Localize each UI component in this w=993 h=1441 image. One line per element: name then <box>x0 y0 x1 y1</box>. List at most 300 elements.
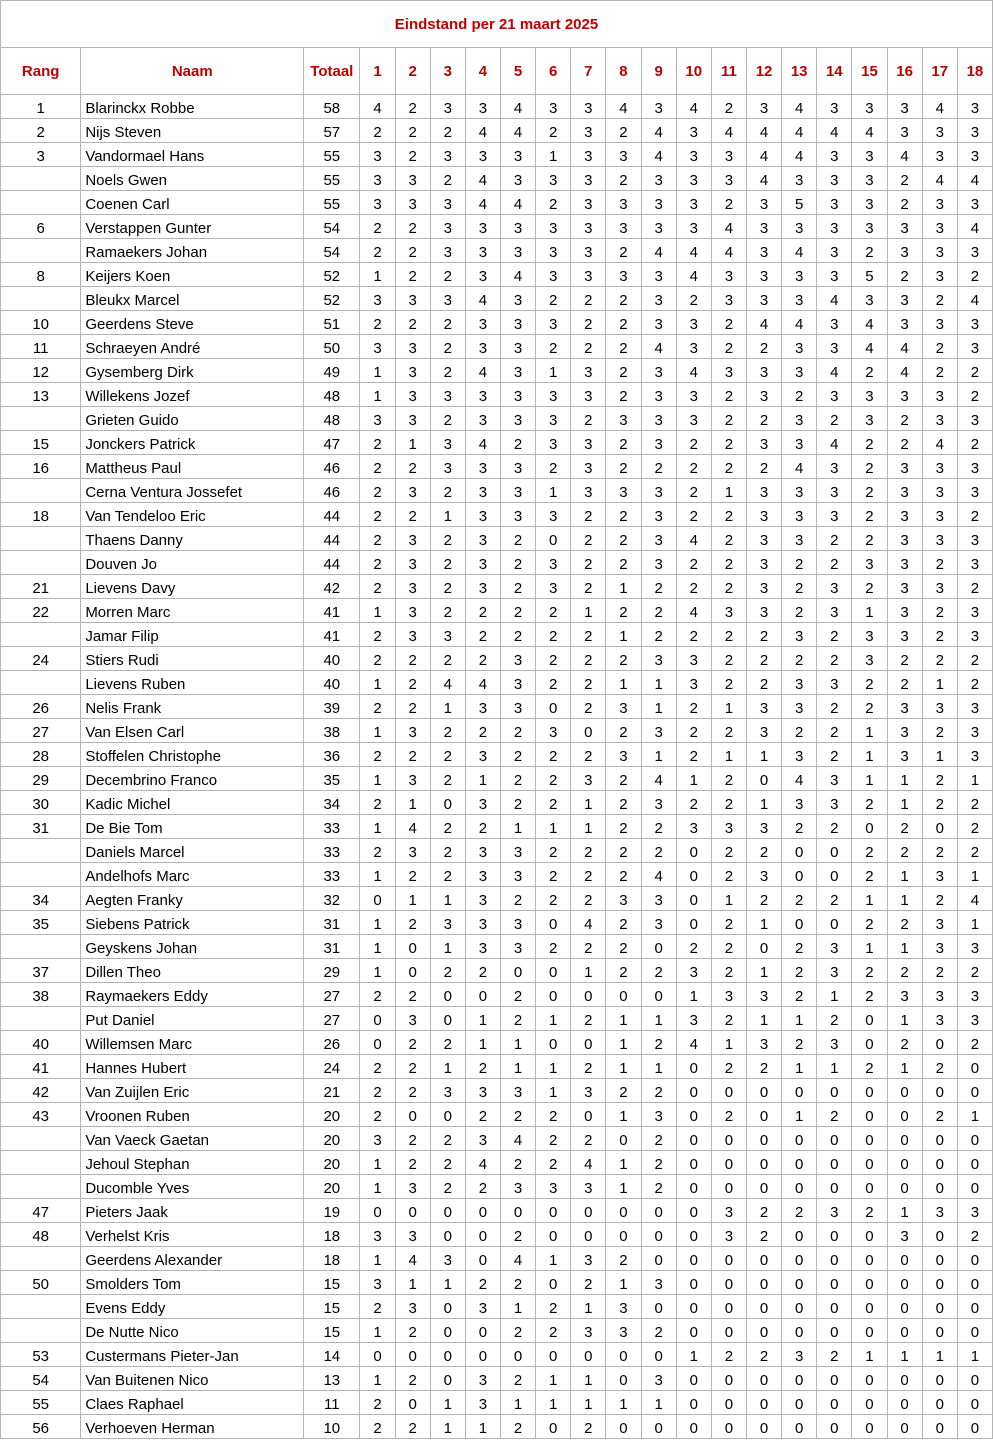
score-cell: 2 <box>536 791 571 815</box>
score-cell: 4 <box>746 311 781 335</box>
score-cell: 3 <box>711 167 746 191</box>
score-cell: 0 <box>676 1151 711 1175</box>
score-cell: 0 <box>641 935 676 959</box>
rang-cell: 11 <box>1 335 81 359</box>
score-cell: 0 <box>782 1391 817 1415</box>
score-cell: 0 <box>922 1223 957 1247</box>
score-cell: 2 <box>676 623 711 647</box>
rang-cell <box>1 239 81 263</box>
score-cell: 1 <box>360 1175 395 1199</box>
score-cell: 3 <box>395 575 430 599</box>
score-cell: 0 <box>641 1415 676 1439</box>
score-cell: 3 <box>360 1223 395 1247</box>
rang-cell: 29 <box>1 767 81 791</box>
score-cell: 2 <box>571 1127 606 1151</box>
score-cell: 3 <box>957 119 992 143</box>
score-cell: 4 <box>641 863 676 887</box>
score-cell: 1 <box>536 1007 571 1031</box>
naam-cell: Mattheus Paul <box>81 455 304 479</box>
score-cell: 0 <box>957 1319 992 1343</box>
rang-cell: 48 <box>1 1223 81 1247</box>
score-cell: 3 <box>430 431 465 455</box>
score-cell: 3 <box>887 695 922 719</box>
score-cell: 3 <box>711 143 746 167</box>
table-row <box>1 1199 993 1223</box>
score-cell: 3 <box>957 479 992 503</box>
score-cell: 0 <box>746 1151 781 1175</box>
score-cell: 3 <box>957 455 992 479</box>
score-cell: 1 <box>641 695 676 719</box>
score-cell: 2 <box>360 239 395 263</box>
rang-cell <box>1 1319 81 1343</box>
score-cell: 0 <box>606 1199 641 1223</box>
score-cell: 3 <box>676 407 711 431</box>
score-cell: 4 <box>676 263 711 287</box>
score-cell: 1 <box>887 791 922 815</box>
column-header-round: 4 <box>465 48 500 95</box>
rang-cell: 28 <box>1 743 81 767</box>
score-cell: 3 <box>571 239 606 263</box>
score-cell: 2 <box>360 983 395 1007</box>
rang-cell <box>1 167 81 191</box>
table-row <box>1 95 993 119</box>
score-cell: 0 <box>536 1343 571 1367</box>
table-row <box>1 743 993 767</box>
totaal-cell: 18 <box>304 1247 360 1271</box>
score-cell: 2 <box>852 1199 887 1223</box>
score-cell: 3 <box>782 431 817 455</box>
score-cell: 2 <box>606 119 641 143</box>
score-cell: 2 <box>606 815 641 839</box>
score-cell: 4 <box>465 431 500 455</box>
score-cell: 3 <box>817 383 852 407</box>
totaal-cell: 19 <box>304 1199 360 1223</box>
score-cell: 2 <box>536 1295 571 1319</box>
score-cell: 0 <box>571 719 606 743</box>
score-cell: 4 <box>676 95 711 119</box>
score-cell: 4 <box>641 239 676 263</box>
naam-cell: Geerdens Steve <box>81 311 304 335</box>
score-cell: 3 <box>500 503 535 527</box>
table-row <box>1 287 993 311</box>
score-cell: 2 <box>395 1055 430 1079</box>
score-cell: 1 <box>500 1295 535 1319</box>
score-cell: 3 <box>887 455 922 479</box>
score-cell: 4 <box>957 287 992 311</box>
score-cell: 2 <box>430 743 465 767</box>
score-cell: 3 <box>782 263 817 287</box>
score-cell: 3 <box>465 839 500 863</box>
score-cell: 4 <box>465 287 500 311</box>
score-cell: 4 <box>852 311 887 335</box>
score-cell: 3 <box>360 335 395 359</box>
score-cell: 4 <box>782 311 817 335</box>
totaal-cell: 20 <box>304 1175 360 1199</box>
score-cell: 4 <box>852 335 887 359</box>
score-cell: 2 <box>922 959 957 983</box>
table-row <box>1 1247 993 1271</box>
score-cell: 2 <box>571 311 606 335</box>
score-cell: 0 <box>711 1151 746 1175</box>
table-row <box>1 1367 993 1391</box>
score-cell: 0 <box>957 1415 992 1439</box>
score-cell: 1 <box>746 959 781 983</box>
table-row <box>1 551 993 575</box>
score-cell: 3 <box>430 911 465 935</box>
score-cell: 3 <box>957 311 992 335</box>
score-cell: 4 <box>957 887 992 911</box>
score-cell: 0 <box>571 1199 606 1223</box>
score-cell: 2 <box>606 551 641 575</box>
score-cell: 2 <box>571 1271 606 1295</box>
score-cell: 0 <box>571 1343 606 1367</box>
score-cell: 2 <box>922 335 957 359</box>
score-cell: 4 <box>676 359 711 383</box>
score-cell: 2 <box>887 839 922 863</box>
score-cell: 1 <box>360 671 395 695</box>
score-cell: 2 <box>852 455 887 479</box>
score-cell: 3 <box>641 1367 676 1391</box>
score-cell: 2 <box>922 599 957 623</box>
rang-cell: 47 <box>1 1199 81 1223</box>
table-title: Eindstand per 21 maart 2025 <box>1 1 993 48</box>
score-cell: 0 <box>922 1079 957 1103</box>
score-cell: 3 <box>746 287 781 311</box>
score-cell: 2 <box>782 959 817 983</box>
score-cell: 1 <box>500 1031 535 1055</box>
score-cell: 0 <box>395 1103 430 1127</box>
score-cell: 0 <box>676 1295 711 1319</box>
score-cell: 3 <box>536 383 571 407</box>
score-cell: 0 <box>887 1247 922 1271</box>
score-cell: 3 <box>500 359 535 383</box>
score-cell: 2 <box>852 863 887 887</box>
score-cell: 3 <box>395 1175 430 1199</box>
table-row <box>1 479 993 503</box>
table-row <box>1 1079 993 1103</box>
totaal-cell: 27 <box>304 1007 360 1031</box>
score-cell: 2 <box>465 647 500 671</box>
score-cell: 1 <box>852 743 887 767</box>
score-cell: 3 <box>922 215 957 239</box>
score-cell: 3 <box>571 143 606 167</box>
score-cell: 2 <box>606 791 641 815</box>
score-cell: 2 <box>817 647 852 671</box>
score-cell: 0 <box>852 1223 887 1247</box>
table-row <box>1 383 993 407</box>
score-cell: 2 <box>360 623 395 647</box>
score-cell: 2 <box>395 911 430 935</box>
score-cell: 2 <box>465 1055 500 1079</box>
score-cell: 3 <box>746 239 781 263</box>
score-cell: 3 <box>817 671 852 695</box>
score-cell: 0 <box>676 1079 711 1103</box>
score-cell: 3 <box>852 383 887 407</box>
score-cell: 2 <box>500 527 535 551</box>
score-cell: 3 <box>887 599 922 623</box>
table-row <box>1 143 993 167</box>
score-cell: 1 <box>571 791 606 815</box>
score-cell: 2 <box>711 407 746 431</box>
score-cell: 0 <box>852 1007 887 1031</box>
score-cell: 3 <box>500 167 535 191</box>
table-row <box>1 1295 993 1319</box>
score-cell: 1 <box>606 1055 641 1079</box>
column-header-round: 10 <box>676 48 711 95</box>
column-header-round: 1 <box>360 48 395 95</box>
score-cell: 1 <box>782 1103 817 1127</box>
score-cell: 3 <box>922 407 957 431</box>
score-cell: 3 <box>536 239 571 263</box>
score-cell: 2 <box>606 863 641 887</box>
score-cell: 1 <box>817 1055 852 1079</box>
score-cell: 2 <box>500 1103 535 1127</box>
score-cell: 1 <box>852 935 887 959</box>
score-cell: 1 <box>430 1415 465 1439</box>
score-cell: 4 <box>606 95 641 119</box>
table-row <box>1 1055 993 1079</box>
score-cell: 3 <box>536 263 571 287</box>
totaal-cell: 33 <box>304 815 360 839</box>
score-cell: 2 <box>430 719 465 743</box>
score-cell: 2 <box>641 1319 676 1343</box>
score-cell: 1 <box>360 359 395 383</box>
naam-cell: Stoffelen Christophe <box>81 743 304 767</box>
score-cell: 2 <box>711 1007 746 1031</box>
rang-cell <box>1 671 81 695</box>
score-cell: 3 <box>641 359 676 383</box>
score-cell: 3 <box>852 407 887 431</box>
score-cell: 3 <box>571 479 606 503</box>
score-cell: 3 <box>817 263 852 287</box>
score-cell: 2 <box>711 431 746 455</box>
naam-cell: Pieters Jaak <box>81 1199 304 1223</box>
score-cell: 0 <box>536 983 571 1007</box>
score-cell: 2 <box>465 719 500 743</box>
score-cell: 0 <box>817 1415 852 1439</box>
score-cell: 3 <box>606 695 641 719</box>
score-cell: 1 <box>641 671 676 695</box>
score-cell: 0 <box>852 1079 887 1103</box>
score-cell: 1 <box>360 935 395 959</box>
score-cell: 2 <box>922 1055 957 1079</box>
rang-cell: 35 <box>1 911 81 935</box>
score-cell: 2 <box>500 1367 535 1391</box>
naam-cell: Smolders Tom <box>81 1271 304 1295</box>
score-cell: 2 <box>395 95 430 119</box>
score-cell: 2 <box>887 911 922 935</box>
score-cell: 1 <box>606 1175 641 1199</box>
score-cell: 1 <box>536 1367 571 1391</box>
score-cell: 4 <box>782 143 817 167</box>
rang-cell: 50 <box>1 1271 81 1295</box>
score-cell: 0 <box>922 1031 957 1055</box>
score-cell: 3 <box>465 695 500 719</box>
score-cell: 4 <box>676 1031 711 1055</box>
score-cell: 2 <box>430 1151 465 1175</box>
score-cell: 2 <box>711 383 746 407</box>
score-cell: 3 <box>922 143 957 167</box>
score-cell: 2 <box>571 695 606 719</box>
score-cell: 3 <box>817 239 852 263</box>
score-cell: 3 <box>641 791 676 815</box>
naam-cell: Hannes Hubert <box>81 1055 304 1079</box>
score-cell: 2 <box>606 719 641 743</box>
rang-cell: 41 <box>1 1055 81 1079</box>
score-cell: 1 <box>360 263 395 287</box>
naam-cell: Decembrino Franco <box>81 767 304 791</box>
naam-cell: Lievens Davy <box>81 575 304 599</box>
score-cell: 2 <box>922 287 957 311</box>
score-cell: 3 <box>887 287 922 311</box>
score-cell: 3 <box>782 503 817 527</box>
score-cell: 2 <box>571 839 606 863</box>
score-cell: 3 <box>746 359 781 383</box>
score-cell: 0 <box>606 1415 641 1439</box>
score-cell: 0 <box>817 911 852 935</box>
score-cell: 2 <box>536 599 571 623</box>
table-row <box>1 1343 993 1367</box>
score-cell: 1 <box>500 815 535 839</box>
score-cell: 3 <box>571 767 606 791</box>
score-cell: 2 <box>711 1103 746 1127</box>
score-cell: 0 <box>465 1247 500 1271</box>
rang-cell: 2 <box>1 119 81 143</box>
score-cell: 0 <box>852 1295 887 1319</box>
score-cell: 0 <box>536 959 571 983</box>
score-cell: 0 <box>746 1319 781 1343</box>
score-cell: 0 <box>817 839 852 863</box>
score-cell: 0 <box>746 1367 781 1391</box>
score-cell: 2 <box>782 887 817 911</box>
score-cell: 3 <box>606 1319 641 1343</box>
score-cell: 3 <box>641 431 676 455</box>
score-cell: 0 <box>536 911 571 935</box>
score-cell: 0 <box>676 1199 711 1223</box>
score-cell: 3 <box>641 647 676 671</box>
score-cell: 3 <box>957 935 992 959</box>
score-cell: 2 <box>395 119 430 143</box>
column-header-round: 17 <box>922 48 957 95</box>
score-cell: 1 <box>536 143 571 167</box>
score-cell: 0 <box>430 1343 465 1367</box>
score-cell: 1 <box>852 719 887 743</box>
score-cell: 0 <box>782 1367 817 1391</box>
score-cell: 2 <box>430 263 465 287</box>
score-cell: 0 <box>395 935 430 959</box>
score-cell: 0 <box>430 1007 465 1031</box>
score-cell: 2 <box>711 719 746 743</box>
rang-cell: 15 <box>1 431 81 455</box>
score-cell: 3 <box>500 647 535 671</box>
score-cell: 0 <box>852 1127 887 1151</box>
score-cell: 3 <box>852 287 887 311</box>
score-cell: 2 <box>395 263 430 287</box>
score-cell: 1 <box>395 791 430 815</box>
score-cell: 0 <box>922 1151 957 1175</box>
score-cell: 2 <box>711 911 746 935</box>
score-cell: 3 <box>500 287 535 311</box>
score-cell: 2 <box>500 1223 535 1247</box>
score-cell: 1 <box>360 959 395 983</box>
totaal-cell: 44 <box>304 527 360 551</box>
score-cell: 2 <box>957 359 992 383</box>
score-cell: 1 <box>465 767 500 791</box>
score-cell: 3 <box>852 143 887 167</box>
score-cell: 1 <box>641 743 676 767</box>
column-header-round: 12 <box>746 48 781 95</box>
score-cell: 2 <box>817 551 852 575</box>
score-cell: 2 <box>887 407 922 431</box>
score-cell: 2 <box>360 479 395 503</box>
score-cell: 3 <box>922 119 957 143</box>
score-cell: 2 <box>430 767 465 791</box>
score-cell: 0 <box>606 1367 641 1391</box>
score-cell: 3 <box>887 1223 922 1247</box>
score-cell: 1 <box>606 1391 641 1415</box>
score-cell: 3 <box>606 263 641 287</box>
score-cell: 4 <box>500 119 535 143</box>
score-cell: 0 <box>817 1175 852 1199</box>
score-cell: 0 <box>606 1127 641 1151</box>
rang-cell: 26 <box>1 695 81 719</box>
naam-cell: Verstappen Gunter <box>81 215 304 239</box>
table-row <box>1 431 993 455</box>
score-cell: 0 <box>782 839 817 863</box>
score-cell: 3 <box>395 1223 430 1247</box>
score-cell: 1 <box>957 863 992 887</box>
score-cell: 1 <box>571 959 606 983</box>
score-cell: 2 <box>395 503 430 527</box>
score-cell: 3 <box>465 455 500 479</box>
totaal-cell: 58 <box>304 95 360 119</box>
score-cell: 3 <box>746 191 781 215</box>
score-cell: 2 <box>536 287 571 311</box>
table-row <box>1 263 993 287</box>
totaal-cell: 26 <box>304 1031 360 1055</box>
table-row <box>1 1415 993 1439</box>
score-cell: 0 <box>606 983 641 1007</box>
score-cell: 0 <box>887 1151 922 1175</box>
score-cell: 2 <box>395 311 430 335</box>
score-cell: 2 <box>465 815 500 839</box>
totaal-cell: 55 <box>304 191 360 215</box>
score-cell: 3 <box>852 191 887 215</box>
score-cell: 2 <box>887 431 922 455</box>
score-cell: 1 <box>571 1295 606 1319</box>
score-cell: 2 <box>430 1031 465 1055</box>
score-cell: 0 <box>782 1247 817 1271</box>
score-cell: 2 <box>817 407 852 431</box>
score-cell: 3 <box>922 479 957 503</box>
score-cell: 3 <box>782 695 817 719</box>
score-cell: 2 <box>711 671 746 695</box>
score-cell: 3 <box>571 119 606 143</box>
score-cell: 2 <box>606 335 641 359</box>
score-cell: 1 <box>676 767 711 791</box>
score-cell: 3 <box>922 383 957 407</box>
score-cell: 4 <box>711 239 746 263</box>
score-cell: 2 <box>606 767 641 791</box>
totaal-cell: 55 <box>304 167 360 191</box>
table-row <box>1 335 993 359</box>
score-cell: 0 <box>360 1007 395 1031</box>
score-cell: 4 <box>957 215 992 239</box>
score-cell: 3 <box>430 95 465 119</box>
score-cell: 2 <box>641 1175 676 1199</box>
score-cell: 2 <box>360 647 395 671</box>
score-cell: 2 <box>817 815 852 839</box>
